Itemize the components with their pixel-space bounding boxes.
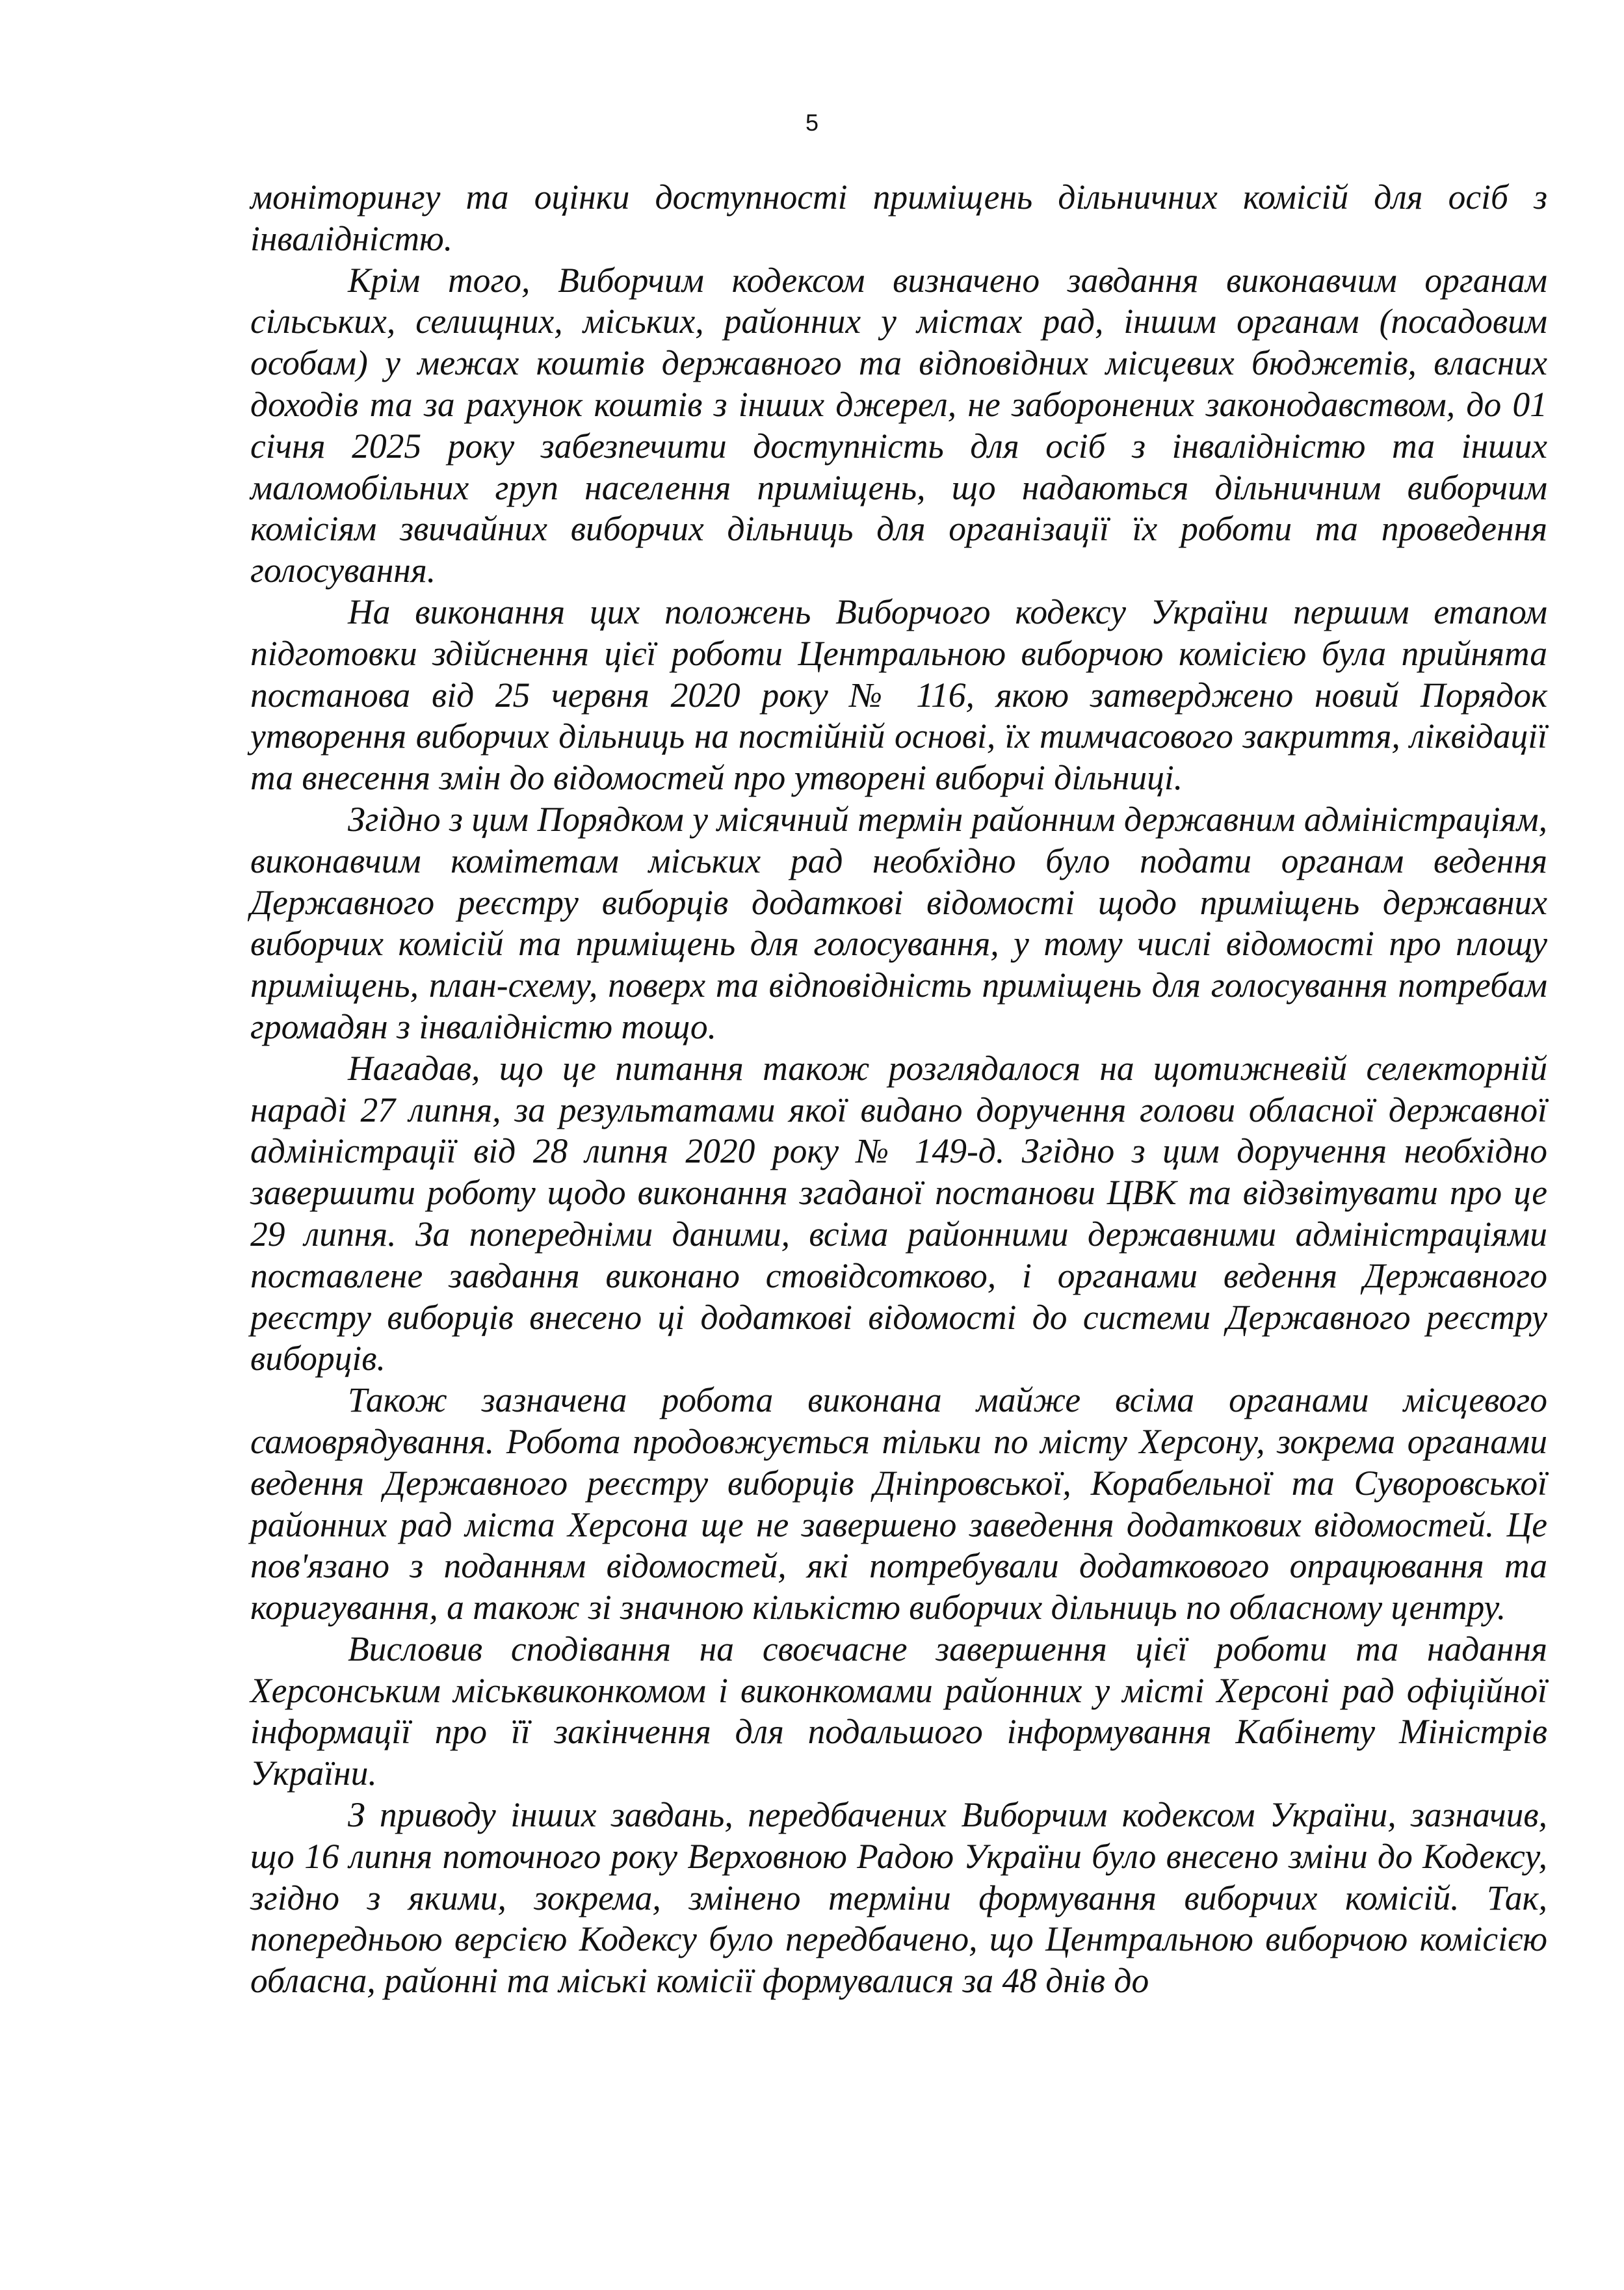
paragraph-8: З приводу інших завдань, передбачених Виборчим кодексом України, зазначив, що 16 липня поточного року Верховною Радою України було внесено зміни до Кодексу, згідно з якими, зокрема, змінено терміни формування виборчих комісій. Так, попередньою версією Кодексу було передбачено, що Центральною виборчою комісією обласна, районні та міські комісії формувалися за 48 днів до xyxy=(250,1795,1547,2001)
paragraph-2: Крім того, Виборчим кодексом визначено завдання виконавчим органам сільських, селищних, міських, районних у містах рад, іншим органам (посадовим особам) у межах коштів державного та відповідних місцевих бюджетів, власних доходів та за рахунок коштів з інших джерел, не заборонених законодавством, до 01 січня 2025 року забезпечити доступність для осіб з інвалідністю та інших маломобільних груп населення приміщень, що надаються дільничним виборчим комісіям звичайних виборчих дільниць для організації їх роботи та проведення голосування. xyxy=(250,260,1547,590)
paragraph-3: На виконання цих положень Виборчого кодексу України першим етапом підготовки здійснення цієї роботи Центральною виборчою комісією була прийнята постанова від 25 червня 2020 року № 116, якою затверджено новий Порядок утворення виборчих дільниць на постійній основі, їх тимчасового закриття, ліквідації та внесення змін до відомостей про утворені виборчі дільниці. xyxy=(250,592,1547,798)
page-number: 5 xyxy=(805,109,819,136)
document-body xyxy=(250,177,1547,2002)
paragraph-7: Висловив сподівання на своєчасне завершення цієї роботи та надання Херсонським міськвиконкомом і виконкомами районних у місті Херсоні рад офіційної інформації про її закінчення для подальшого інформування Кабінету Міністрів України. xyxy=(250,1629,1547,1793)
paragraph-5: Нагадав, що це питання також розглядалося на щотижневій селекторній нараді 27 липня, за результатами якої видано доручення голови обласної державної адміністрації від 28 липня 2020 року № 149-д. Згідно з цим доручення необхідно завершити роботу щодо виконання згаданої постанови ЦВК та відзвітувати про це 29 липня. За попередніми даними, всіма районними державними адміністраціями поставлене завдання виконано стовідсотково, і органами ведення Державного реєстру виборців внесено ці додаткові відомості до системи Державного реєстру виборців. xyxy=(250,1048,1547,1378)
paragraph-4: Згідно з цим Порядком у місячний термін районним державним адміністраціям, виконавчим комітетам міських рад необхідно було подати органам ведення Державного реєстру виборців додаткові відомості щодо приміщень державних виборчих комісій та приміщень для голосування, у тому числі відомості про площу приміщень, план-схему, поверх та відповідність приміщень для голосування потребам громадян з інвалідністю тощо. xyxy=(250,799,1547,1046)
paragraph-1: моніторингу та оцінки доступності приміщень дільничних комісій для осіб з інвалідністю. xyxy=(250,178,1547,258)
paragraph-6: Також зазначена робота виконана майже всіма органами місцевого самоврядування. Робота продовжується тільки по місту Херсону, зокрема органами ведення Державного реєстру виборців Дніпровської, Корабельної та Суворовської районних рад міста Херсона ще не завершено заведення додаткових відомостей. Це пов'язано з поданням відомостей, які потребували додаткового опрацювання та коригування, а також зі значною кількістю виборчих дільниць по обласному центру. xyxy=(250,1380,1547,1627)
